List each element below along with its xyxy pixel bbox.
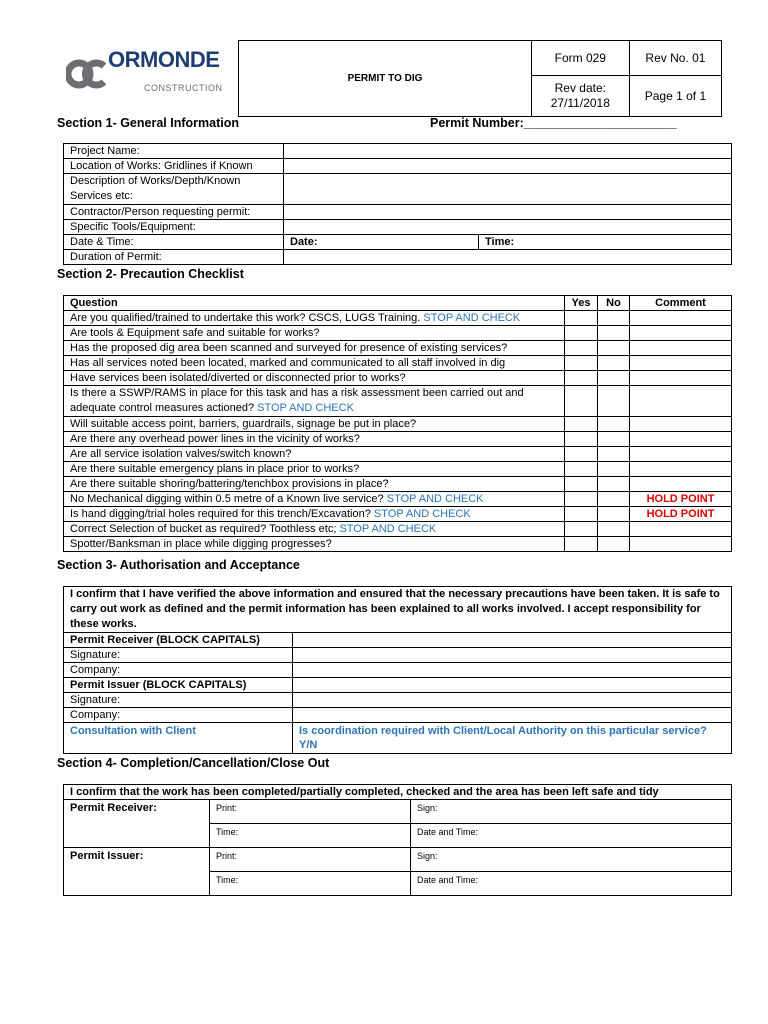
checklist-question	[64, 462, 565, 477]
checklist-no-cell[interactable]	[598, 522, 630, 537]
revision-date: 27/11/2018	[550, 96, 610, 110]
issuer-time-field[interactable]: Time:	[210, 872, 411, 896]
consultation-label: Consultation with Client	[64, 723, 293, 754]
question-text: Are tools & Equipment safe and suitable for works?	[70, 327, 320, 339]
checklist-comment-cell[interactable]	[630, 417, 732, 432]
checklist-yes-cell[interactable]	[565, 522, 598, 537]
checklist-row	[64, 371, 732, 386]
checklist-comment-cell[interactable]	[630, 356, 732, 371]
stop-and-check-tag: STOP AND CHECK	[257, 402, 354, 414]
issuer-company-input[interactable]	[293, 708, 732, 723]
location-label: Location of Works: Gridlines if Known	[64, 159, 284, 174]
question-text: Are there any overhead power lines in the vicinity of works?	[70, 433, 360, 445]
checklist-no-cell[interactable]	[598, 386, 630, 417]
question-text: Spotter/Banksman in place while digging progresses?	[70, 538, 332, 550]
checklist-question	[64, 447, 565, 462]
tools-label: Specific Tools/Equipment:	[64, 220, 284, 235]
revision-date-label: Rev date:	[554, 81, 606, 95]
checklist-yes-cell[interactable]	[565, 492, 598, 507]
logo-sub: CONSTRUCTION	[144, 82, 223, 93]
permit-issuer-label: Permit Issuer (BLOCK CAPITALS)	[64, 678, 293, 693]
checklist-row	[64, 522, 732, 537]
duration-label: Duration of Permit:	[64, 250, 284, 265]
issuer-company-label: Company:	[64, 708, 293, 723]
question-text: Have services been isolated/diverted or disconnected prior to works?	[70, 372, 406, 384]
checklist-comment-cell[interactable]	[630, 537, 732, 552]
precaution-checklist-table	[63, 295, 732, 552]
checklist-row	[64, 386, 732, 417]
completion-statement: I confirm that the work has been completed/partially completed, checked and the area has been left safe and tidy	[64, 785, 732, 800]
checklist-question	[64, 492, 565, 507]
checklist-row	[64, 462, 732, 477]
checklist-question	[64, 326, 565, 341]
coordination-question[interactable]: Is coordination required with Client/Local Authority on this particular service? Y/N	[293, 723, 732, 754]
checklist-row	[64, 326, 732, 341]
checklist-row	[64, 341, 732, 356]
permit-number-field[interactable]: Permit Number:______________________	[430, 116, 677, 130]
checklist-comment-cell[interactable]	[630, 462, 732, 477]
col-no-header: No	[598, 296, 630, 311]
checklist-yes-cell[interactable]	[565, 417, 598, 432]
checklist-comment-cell[interactable]	[630, 341, 732, 356]
checklist-yes-cell[interactable]	[565, 447, 598, 462]
contractor-label: Contractor/Person requesting permit:	[64, 205, 284, 220]
receiver-time-field[interactable]: Time:	[210, 824, 411, 848]
stop-and-check-tag: STOP AND CHECK	[373, 508, 471, 520]
question-text: Are you qualified/trained to undertake this work? CSCS, LUGS Training.	[70, 312, 421, 324]
question-text: Is there a SSWP/RAMS in place for this task and has a risk assessment been carried out and adequate control measures actioned?	[70, 387, 524, 414]
checklist-row	[64, 477, 732, 492]
checklist-no-cell[interactable]	[598, 371, 630, 386]
checklist-question	[64, 522, 565, 537]
hold-point-comment[interactable]: HOLD POINT	[630, 492, 732, 507]
checklist-no-cell[interactable]	[598, 537, 630, 552]
checklist-comment-cell[interactable]	[630, 386, 732, 417]
issuer-signature-label: Signature:	[64, 693, 293, 708]
description-label: Description of Works/Depth/Known Services etc:	[64, 174, 284, 205]
checklist-yes-cell[interactable]	[565, 371, 598, 386]
checklist-yes-cell[interactable]	[565, 432, 598, 447]
checklist-question	[64, 311, 565, 326]
checklist-no-cell[interactable]	[598, 447, 630, 462]
question-text: Are there suitable shoring/battering/tenchbox provisions in place?	[70, 478, 389, 490]
checklist-yes-cell[interactable]	[565, 386, 598, 417]
permit-receiver-label: Permit Receiver (BLOCK CAPITALS)	[64, 633, 293, 648]
receiver-date-time-field[interactable]: Date and Time:	[411, 824, 732, 848]
checklist-yes-cell[interactable]	[565, 462, 598, 477]
checklist-comment-cell[interactable]	[630, 447, 732, 462]
question-text: No Mechanical digging within 0.5 metre of a Known live service?	[70, 493, 384, 505]
receiver-print-field[interactable]: Print:	[210, 800, 411, 824]
logo-cell	[46, 41, 239, 117]
checklist-row	[64, 507, 732, 522]
checklist-no-cell[interactable]	[598, 356, 630, 371]
description-input[interactable]	[284, 174, 732, 205]
checklist-row	[64, 537, 732, 552]
logo-name: ORMONDE	[108, 46, 220, 72]
duration-input[interactable]	[284, 250, 732, 265]
date-time-label: Date & Time:	[64, 235, 284, 250]
section4-heading: Section 4- Completion/Cancellation/Close Out	[57, 756, 330, 770]
revision-number: Rev No. 01	[629, 41, 721, 76]
checklist-no-cell[interactable]	[598, 507, 630, 522]
checklist-comment-cell[interactable]	[630, 477, 732, 492]
checklist-question	[64, 341, 565, 356]
question-text: Are there suitable emergency plans in place prior to works?	[70, 463, 360, 475]
checklist-row	[64, 447, 732, 462]
checklist-no-cell[interactable]	[598, 417, 630, 432]
checklist-question	[64, 432, 565, 447]
section3-heading: Section 3- Authorisation and Acceptance	[57, 558, 300, 572]
checklist-yes-cell[interactable]	[565, 311, 598, 326]
receiver-company-label: Company:	[64, 663, 293, 678]
stop-and-check-tag: STOP AND CHECK	[423, 312, 521, 324]
checklist-no-cell[interactable]	[598, 341, 630, 356]
tools-input[interactable]	[284, 220, 732, 235]
question-text: Has all services noted been located, marked and communicated to all staff involved in dig	[70, 357, 506, 369]
checklist-row	[64, 311, 732, 326]
document-title: PERMIT TO DIG	[239, 41, 531, 117]
checklist-comment-cell[interactable]	[630, 311, 732, 326]
checklist-row	[64, 432, 732, 447]
col-comment-header: Comment	[630, 296, 732, 311]
form-number: Form 029	[531, 41, 629, 76]
checklist-comment-cell[interactable]	[630, 522, 732, 537]
project-name-input[interactable]	[284, 144, 732, 159]
issuer-print-field[interactable]: Print:	[210, 848, 411, 872]
completion-receiver-label: Permit Receiver:	[64, 800, 210, 848]
checklist-no-cell[interactable]	[598, 432, 630, 447]
checklist-question	[64, 356, 565, 371]
checklist-question	[64, 386, 565, 417]
issuer-sign-field[interactable]: Sign:	[411, 848, 732, 872]
checklist-question	[64, 417, 565, 432]
ormonde-mark-icon	[66, 54, 106, 94]
question-text: Correct Selection of bucket as required? Toothless etc;	[70, 523, 337, 535]
question-text: Will suitable access point, barriers, guardrails, signage be put in place?	[70, 418, 417, 430]
checklist-comment-cell[interactable]	[630, 326, 732, 341]
receiver-sign-field[interactable]: Sign:	[411, 800, 732, 824]
receiver-company-input[interactable]	[293, 663, 732, 678]
checklist-yes-cell[interactable]	[565, 341, 598, 356]
page-number: Page 1 of 1	[629, 76, 721, 117]
issuer-signature-input[interactable]	[293, 693, 732, 708]
question-text: Has the proposed dig area been scanned and surveyed for presence of existing services?	[70, 342, 508, 354]
checklist-row	[64, 492, 732, 507]
revision-date-cell	[531, 76, 629, 117]
checklist-comment-cell[interactable]	[630, 371, 732, 386]
checklist-question	[64, 537, 565, 552]
date-input[interactable]: Date:	[284, 235, 479, 250]
location-input[interactable]	[284, 159, 732, 174]
checklist-yes-cell[interactable]	[565, 477, 598, 492]
hold-point-comment[interactable]: HOLD POINT	[630, 507, 732, 522]
section2-heading: Section 2- Precaution Checklist	[57, 267, 244, 281]
completion-issuer-label: Permit Issuer:	[64, 848, 210, 896]
checklist-yes-cell[interactable]	[565, 537, 598, 552]
checklist-row	[64, 417, 732, 432]
checklist-question	[64, 477, 565, 492]
receiver-signature-label: Signature:	[64, 648, 293, 663]
company-logo	[46, 44, 238, 114]
checklist-no-cell[interactable]	[598, 492, 630, 507]
receiver-signature-input[interactable]	[293, 648, 732, 663]
checklist-yes-cell[interactable]	[565, 326, 598, 341]
issuer-date-time-field[interactable]: Date and Time:	[411, 872, 732, 896]
checklist-question	[64, 371, 565, 386]
general-info-table	[63, 143, 732, 265]
permit-issuer-input[interactable]	[293, 678, 732, 693]
header-table	[46, 40, 722, 117]
contractor-input[interactable]	[284, 205, 732, 220]
question-text: Is hand digging/trial holes required for this trench/Excavation?	[70, 508, 371, 520]
col-yes-header: Yes	[565, 296, 598, 311]
time-input[interactable]: Time:	[479, 235, 732, 250]
section1-heading: Section 1- General Information	[57, 116, 239, 130]
checklist-row	[64, 356, 732, 371]
stop-and-check-tag: STOP AND CHECK	[339, 523, 437, 535]
checklist-question	[64, 507, 565, 522]
checklist-comment-cell[interactable]	[630, 432, 732, 447]
checklist-no-cell[interactable]	[598, 477, 630, 492]
authorisation-statement: I confirm that I have verified the above information and ensured that the necessary precautions have been taken. It is safe to carry out work as defined and the permit information has been explained to all works involved. I accept responsibility for these works.	[64, 587, 732, 633]
authorisation-table	[63, 586, 732, 754]
completion-table	[63, 784, 732, 896]
permit-receiver-input[interactable]	[293, 633, 732, 648]
question-text: Are all service isolation valves/switch known?	[70, 448, 292, 460]
checklist-no-cell[interactable]	[598, 326, 630, 341]
checklist-yes-cell[interactable]	[565, 507, 598, 522]
project-name-label: Project Name:	[64, 144, 284, 159]
checklist-no-cell[interactable]	[598, 462, 630, 477]
checklist-yes-cell[interactable]	[565, 356, 598, 371]
stop-and-check-tag: STOP AND CHECK	[386, 493, 484, 505]
checklist-no-cell[interactable]	[598, 311, 630, 326]
col-question-header: Question	[64, 296, 565, 311]
